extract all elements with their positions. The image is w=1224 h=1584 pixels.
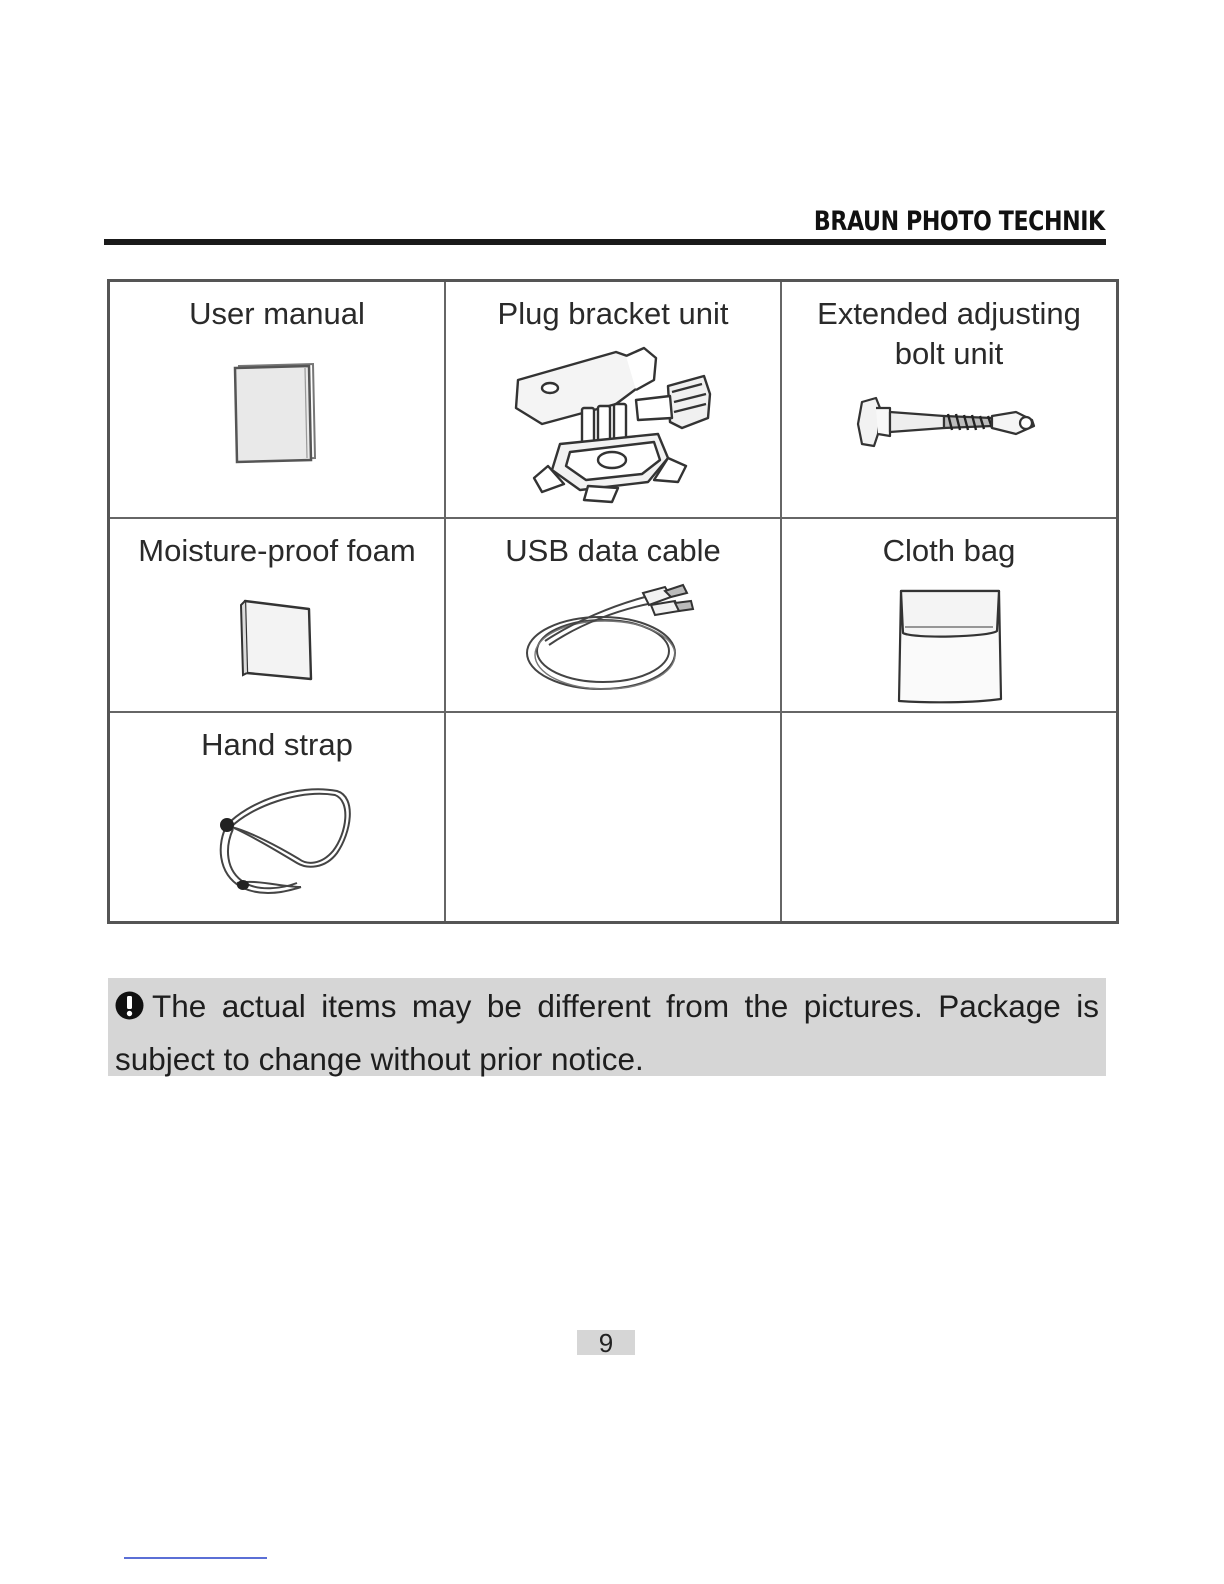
item-label: USB data cable	[505, 533, 721, 568]
item-label: Plug bracket unit	[497, 296, 729, 331]
footer-link-underline[interactable]	[124, 1557, 267, 1559]
hand-strap-icon	[197, 783, 357, 903]
table-row	[109, 518, 1118, 712]
item-cell-user-manual	[109, 281, 446, 519]
notice-text: The actual items may be different from the pictures. Package is subject to change without prior notice.	[115, 988, 1099, 1077]
notice-text-block	[115, 980, 1099, 1086]
item-cell-cloth-bag	[781, 518, 1118, 712]
item-cell-moisture-foam	[109, 518, 446, 712]
item-cell-plug-bracket	[445, 281, 781, 519]
item-label: Extended adjusting bolt unit	[817, 296, 1081, 371]
item-cell-empty	[781, 712, 1118, 923]
table-row	[109, 281, 1118, 519]
plug-bracket-icon	[508, 346, 718, 506]
package-contents-table	[107, 279, 1119, 924]
moisture-foam-icon	[237, 597, 317, 683]
page-number: 9	[577, 1330, 635, 1355]
item-cell-hand-strap	[109, 712, 446, 923]
warning-icon	[115, 991, 144, 1020]
item-cell-empty	[445, 712, 781, 923]
header-divider	[104, 239, 1106, 245]
notice-box	[108, 978, 1106, 1076]
adjusting-bolt-icon	[856, 394, 1042, 450]
item-cell-adjusting-bolt	[781, 281, 1118, 519]
cloth-bag-icon	[893, 587, 1005, 705]
brand-header: BRAUN PHOTO TECHNIK	[814, 206, 1105, 237]
table-row	[109, 712, 1118, 923]
item-cell-usb-cable	[445, 518, 781, 712]
item-label: Moisture-proof foam	[138, 533, 416, 568]
item-label: Hand strap	[201, 727, 353, 762]
item-label: User manual	[189, 296, 365, 331]
user-manual-icon	[231, 362, 323, 466]
usb-cable-icon	[525, 583, 701, 695]
item-label: Cloth bag	[882, 533, 1016, 568]
